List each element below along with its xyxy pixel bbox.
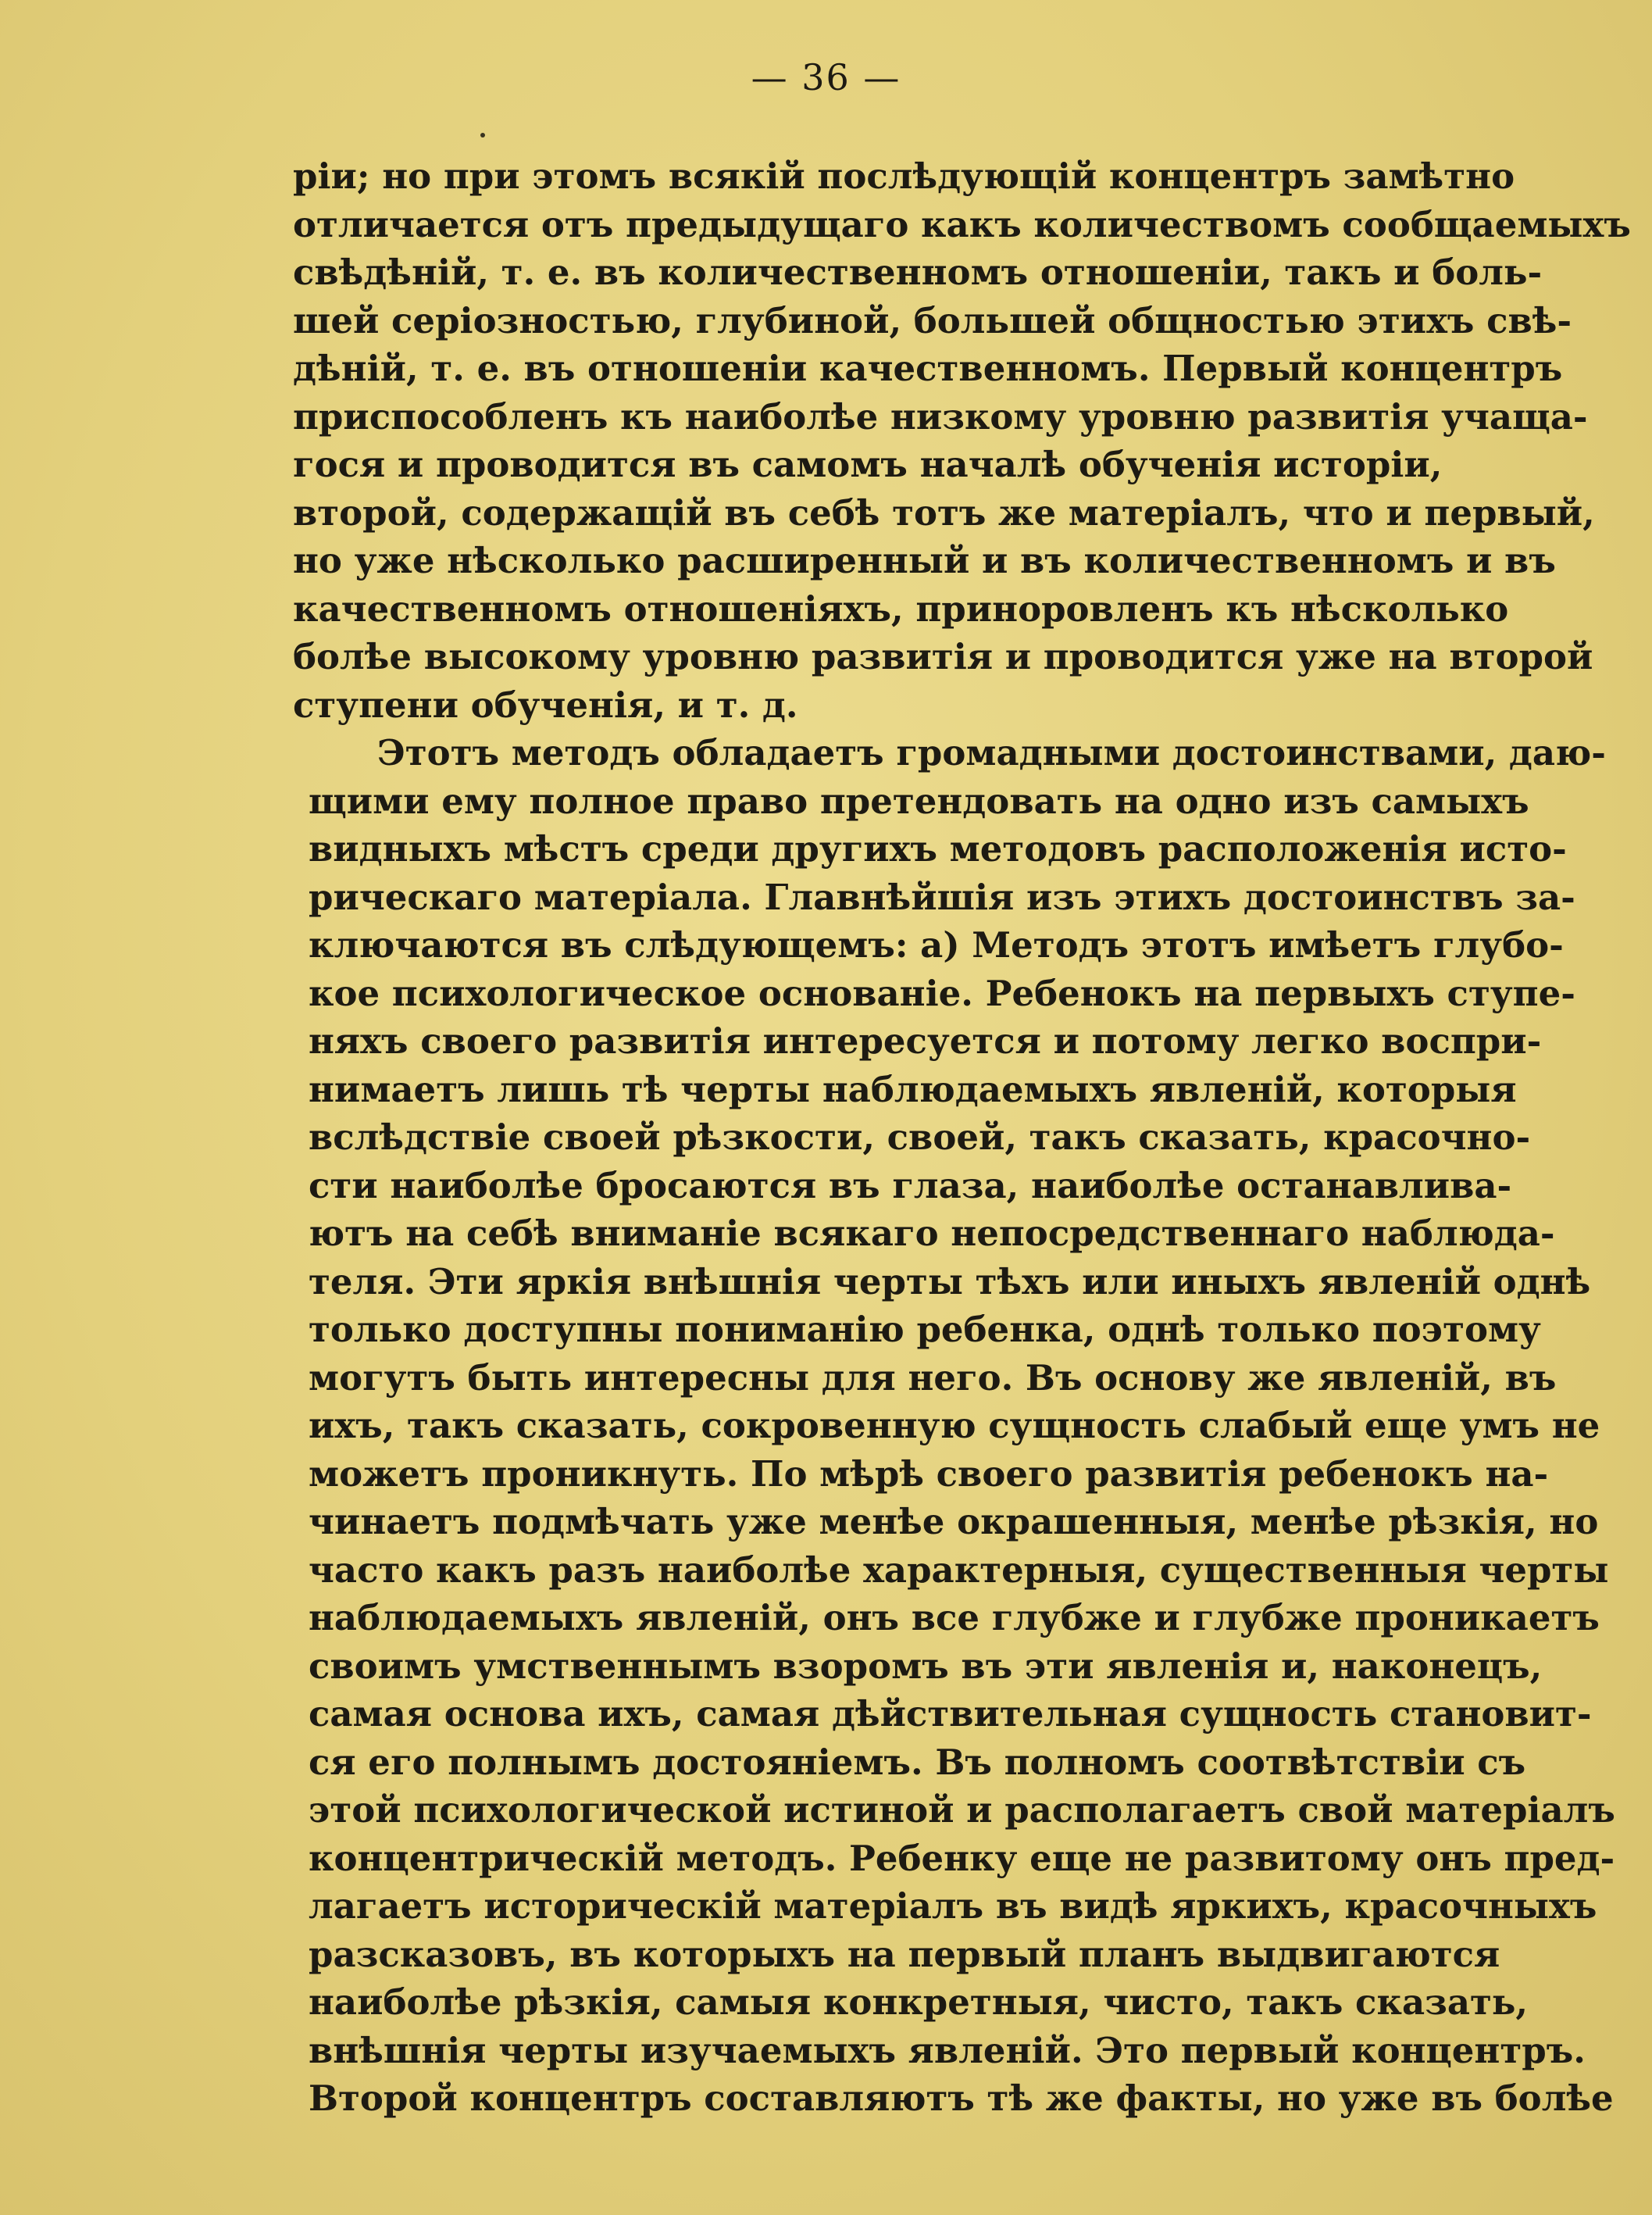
text-line: шей серiозностью, глубиной, большей общностью этихъ свѣ-: [293, 299, 1572, 341]
text-line: няхъ своего развитiя интересуется и потому легко воспри-: [309, 1020, 1542, 1062]
text-line: гося и проводится въ самомъ началѣ обученiя исторiи,: [293, 444, 1443, 485]
text-line: этой психологической истиной и располагаетъ свой матерiалъ: [309, 1789, 1615, 1831]
text-line: можетъ проникнуть. По мѣрѣ своего развитiя ребенокъ на-: [309, 1452, 1549, 1495]
text-line: видныхъ мѣстъ среди другихъ методовъ расположенiя исто-: [309, 828, 1567, 870]
text-line: разсказовъ, въ которыхъ на первый планъ выдвигаются: [309, 1933, 1500, 1975]
text-line: лагаетъ историческiй матерiалъ въ видѣ яркихъ, красочныхъ: [309, 1885, 1597, 1927]
text-line: самая основа ихъ, самая дѣйствительная сущность становит-: [309, 1693, 1592, 1734]
text-line: второй, содержащiй въ себѣ тотъ же матерiалъ, что и первый,: [293, 491, 1595, 534]
text-line: сти наиболѣе бросаются въ глаза, наиболѣе останавлива-: [309, 1164, 1512, 1206]
text-line: чинаетъ подмѣчать уже менѣе окрашенныя, менѣе рѣзкiя, но: [309, 1501, 1599, 1542]
paragraph-1: [293, 152, 1631, 729]
text-line: рическаго матерiала. Главнѣйшiя изъ этихъ достоинствъ за-: [309, 876, 1575, 918]
text-line: ихъ, такъ сказать, сокровенную сущность слабый еще умъ не: [309, 1405, 1600, 1446]
text-line: внѣшнiя черты изучаемыхъ явленiй. Это первый концентръ.: [309, 2029, 1586, 2071]
text-line: ся его полнымъ достоянiемъ. Въ полномъ соотвѣтствiи съ: [309, 1741, 1526, 1783]
text-line: отличается отъ предыдущаго какъ количествомъ сообщаемыхъ: [293, 203, 1631, 245]
ink-speck: [480, 133, 485, 138]
text-line: рiи; но при этомъ всякiй послѣдующiй концентръ замѣтно: [293, 155, 1515, 197]
text-line: наиболѣе рѣзкiя, самыя конкретныя, чисто, такъ сказать,: [309, 1981, 1529, 2023]
page-number: — 36 —: [751, 56, 901, 98]
text-line: но уже нѣсколько расширенный и въ количественномъ и въ: [293, 540, 1556, 581]
text-line: Второй концентръ составляютъ тѣ же факты, но уже въ болѣе: [309, 2077, 1614, 2119]
text-line: ступени обученiя, и т. д.: [293, 684, 798, 726]
text-line: теля. Эти яркiя внѣшнiя черты тѣхъ или иныхъ явленiй однѣ: [309, 1260, 1591, 1302]
text-line: кое психологическое основанiе. Ребенокъ на первыхъ ступе-: [309, 972, 1575, 1014]
text-line: ключаются въ слѣдующемъ: а) Методъ этотъ имѣетъ глубо-: [309, 924, 1564, 966]
text-line: своимъ умственнымъ взоромъ въ эти явленiя и, наконецъ,: [309, 1645, 1543, 1687]
text-line: часто какъ разъ наиболѣе характерныя, существенныя черты: [309, 1549, 1609, 1591]
text-line: Этотъ методъ обладаетъ громадными достоинствами, даю-: [377, 732, 1606, 773]
text-line: щими ему полное право претендовать на одно изъ самыхъ: [309, 780, 1529, 822]
text-line: ютъ на себѣ вниманiе всякаго непосредственнаго наблюда-: [309, 1213, 1555, 1254]
text-line: дѣнiй, т. е. въ отношенiи качественномъ. Первый концентръ: [293, 348, 1563, 389]
text-line: качественномъ отношенiяхъ, приноровленъ къ нѣсколько: [293, 588, 1509, 630]
paragraph-2: [293, 729, 1615, 2123]
text-line: болѣе высокому уровню развитiя и проводится уже на второй: [293, 636, 1593, 677]
text-line: приспособленъ къ наиболѣе низкому уровню развитiя учаща-: [293, 395, 1588, 438]
text-line: наблюдаемыхъ явленiй, онъ все глубже и глубже проникаетъ: [309, 1597, 1600, 1638]
text-line: свѣдѣнiй, т. е. въ количественномъ отношенiи, такъ и боль-: [293, 252, 1543, 293]
text-line: вслѣдствiе своей рѣзкости, своей, такъ сказать, красочно-: [309, 1116, 1531, 1158]
text-line: могутъ быть интересны для него. Въ основу же явленiй, въ: [309, 1356, 1557, 1399]
body-text: [293, 152, 1631, 2123]
text-line: только доступны пониманiю ребенка, однѣ только поэтому: [309, 1309, 1541, 1350]
text-line: концентрическiй методъ. Ребенку еще не развитому онъ пред-: [309, 1837, 1615, 1879]
text-line: нимаетъ лишь тѣ черты наблюдаемыхъ явленiй, которыя: [309, 1068, 1517, 1110]
